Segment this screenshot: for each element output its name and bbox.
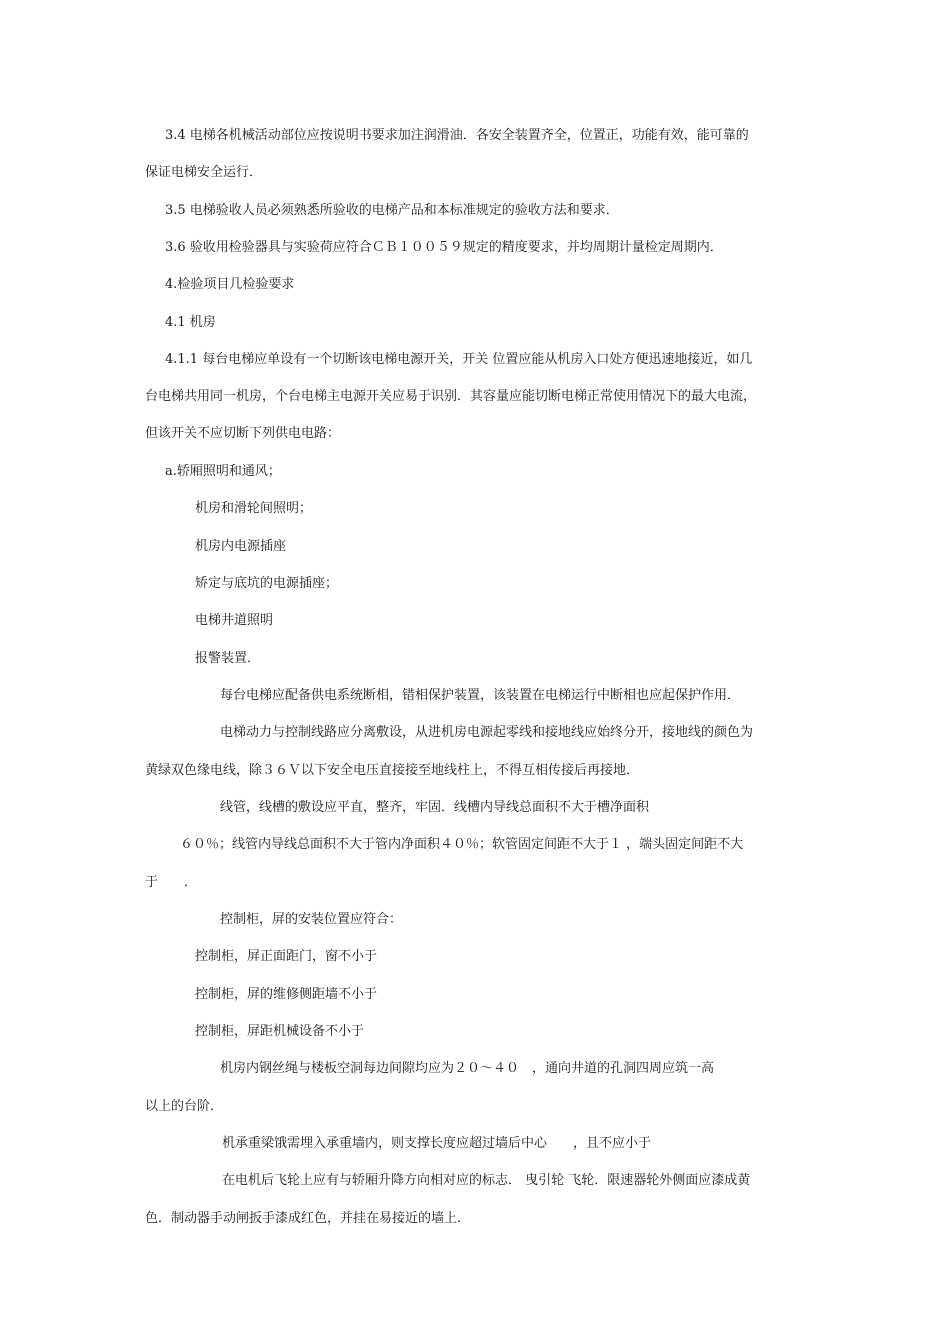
list-item-power-socket: 机房内电源插座 (195, 539, 287, 554)
paragraph-phase-protection: 每台电梯应配备供电系统断相，错相保护装置，该装置在电梯运行中断相也应起保护作用． (220, 688, 741, 703)
paragraph-flywheel-line-2: 色．制动器手动闸扳手漆成红色，并挂在易接近的墙上． (145, 1211, 471, 1226)
list-item-a: a.轿厢照明和通风； (165, 464, 281, 479)
list-item-shaft-lighting: 电梯井道照明 (195, 613, 274, 628)
paragraph-wiring-line-2: 黄绿双色缘电线，除３６Ｖ以下安全电压直接接至地线柱上，不得互相传接后再接地． (145, 763, 640, 778)
paragraph-4-1-1-line-1: 4.1.1 每台电梯应单设有一个切断该电梯电源开关，开关 位置应能从机房入口处方便迅速地接近，如几 (165, 352, 753, 367)
section-heading-4-1: 4.1 机房 (165, 315, 216, 330)
paragraph-3-4-line-2: 保证电梯安全运行． (145, 165, 263, 180)
list-item-cabinet-front: 控制柜，屏正面距门，窗不小于 (195, 949, 378, 964)
paragraph-rope-clearance-line-2: 以上的台阶． (145, 1099, 224, 1114)
paragraph-3-6: 3.6 验收用检验器具与实验荷应符合ＣＢ１００５９规定的精度要求，并均周期计量检定周期内． (165, 240, 723, 255)
paragraph-3-5: 3.5 电梯验收人员必须熟悉所验收的电梯产品和本标准规定的验收方法和要求． (165, 203, 619, 218)
paragraph-control-cabinet: 控制柜，屏的安装位置应符合： (220, 912, 403, 927)
list-item-cabinet-equipment: 控制柜，屏距机械设备不小于 (195, 1024, 365, 1039)
paragraph-conduit-line-3: 于 ． (145, 875, 198, 890)
paragraph-4-1-1-line-3: 但该开关不应切断下列供电电路： (145, 426, 341, 441)
list-item-machine-room-lighting: 机房和滑轮间照明； (195, 501, 313, 516)
list-item-pit-socket: 矫定与底坑的电源插座； (195, 576, 339, 591)
paragraph-conduit-line-2: ６０％；线管内导线总面积不大于管内净面积４０％；软管固定间距不大于１ ，端头固定间距不大 (180, 837, 744, 852)
paragraph-conduit-line-1: 线管，线槽的敷设应平直，整齐，牢固．线槽内导线总面积不大于槽净面积 (220, 800, 650, 815)
list-item-cabinet-side: 控制柜，屏的维修侧距墙不小于 (195, 987, 378, 1002)
paragraph-flywheel-line-1: 在电机后飞轮上应有与轿厢升降方向相对应的标志． 曳引轮 飞轮．限速器轮外侧面应漆成黄 (222, 1173, 751, 1188)
paragraph-4-1-1-line-2: 台电梯共用同一机房，个台电梯主电源开关应易于识别．其容量应能切断电梯正常使用情况下的最大电流， (145, 389, 757, 404)
paragraph-rope-clearance-line-1: 机房内钢丝绳与楼板空洞每边间隙均应为２０～４０ ，通向井道的孔洞四周应筑一高 (220, 1061, 715, 1076)
paragraph-3-4-line-1: 3.4 电梯各机械活动部位应按说明书要求加注润滑油．各安全装置齐全，位置正，功能有效，能可靠的 (165, 128, 749, 143)
paragraph-wiring-line-1: 电梯动力与控制线路应分离敷设，从进机房电源起零线和接地线应始终分开，接地线的颜色为 (220, 725, 754, 740)
list-item-alarm: 报警装置． (195, 651, 261, 666)
section-heading-4: 4.检验项目几检验要求 (165, 277, 295, 292)
paragraph-beam-support: 机承重梁饿需埋入承重墙内，则支撑长度应超过墙后中心 ，且不应小于 (222, 1136, 652, 1151)
